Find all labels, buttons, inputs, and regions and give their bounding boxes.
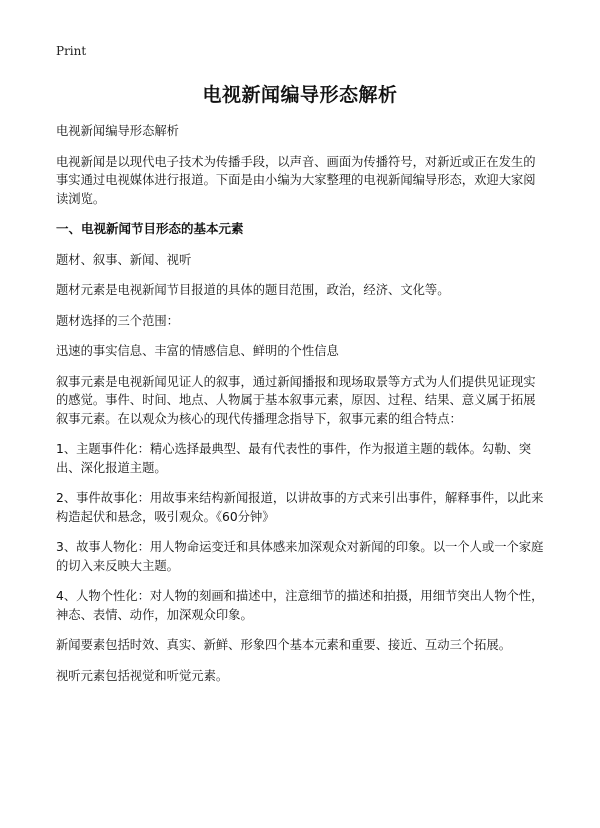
paragraph-elements-list: 题材、叙事、新闻、视听 — [56, 252, 192, 267]
paragraph-point-1: 1、主题事件化：精心选择最典型、最有代表性的事件，作为报道主题的载体。勾勒、突出、深化报道主题。 — [56, 442, 532, 475]
paragraph-topic-scope: 题材选择的三个范围： — [56, 313, 179, 328]
paragraph-point-4: 4、人物个性化：对人物的刻画和描述中，注意细节的描述和拍摄，用细节突出人物个性，神态、表情、动作，加深观众印象。 — [56, 589, 544, 622]
paragraph-point-2: 2、事件故事化：用故事来结构新闻报道，以讲故事的方式来引出事件，解释事件，以此来构造起伏和悬念，吸引观众。《60分钟》 — [56, 491, 544, 524]
paragraph-point-3: 3、故事人物化：用人物命运变迁和具体感来加深观众对新闻的印象。以一个人或一个家庭的切入来反映大主题。 — [56, 540, 544, 573]
paragraph-audiovisual-elements: 视听元素包括视觉和听觉元素。 — [56, 668, 229, 683]
article-body — [56, 122, 546, 697]
print-link[interactable]: Print — [56, 44, 87, 58]
article-subtitle: 电视新闻编导形态解析 — [56, 124, 179, 138]
intro-paragraph: 电视新闻是以现代电子技术为传播手段，以声音、画面为传播符号，对新近或正在发生的事实通过电视媒体进行报道。下面是由小编为大家整理的电视新闻编导形态，欢迎大家阅读浏览。 — [56, 154, 536, 206]
page-title: 电视新闻编导形态解析 — [202, 84, 398, 106]
paragraph-topic-element: 题材元素是电视新闻节目报道的具体的题目范围，政治，经济、文化等。 — [56, 283, 450, 297]
paragraph-info-types: 迅速的事实信息、丰富的情感信息、鲜明的个性信息 — [56, 344, 339, 358]
paragraph-news-elements: 新闻要素包括时效、真实、新鲜、形象四个基本元素和重要、接近、互动三个拓展。 — [56, 638, 511, 652]
section-heading: 一、电视新闻节目形态的基本元素 — [56, 221, 244, 236]
paragraph-narrative-element: 叙事元素是电视新闻见证人的叙事，通过新闻播报和现场取景等方式为人们提供见证现实的感觉。事件、时间、地点、人物属于基本叙事元素，原因、过程、结果、意义属于拓展叙事元素。在以观众为核心的现代传播理念指导下，叙事元素的组合特点： — [56, 374, 536, 426]
